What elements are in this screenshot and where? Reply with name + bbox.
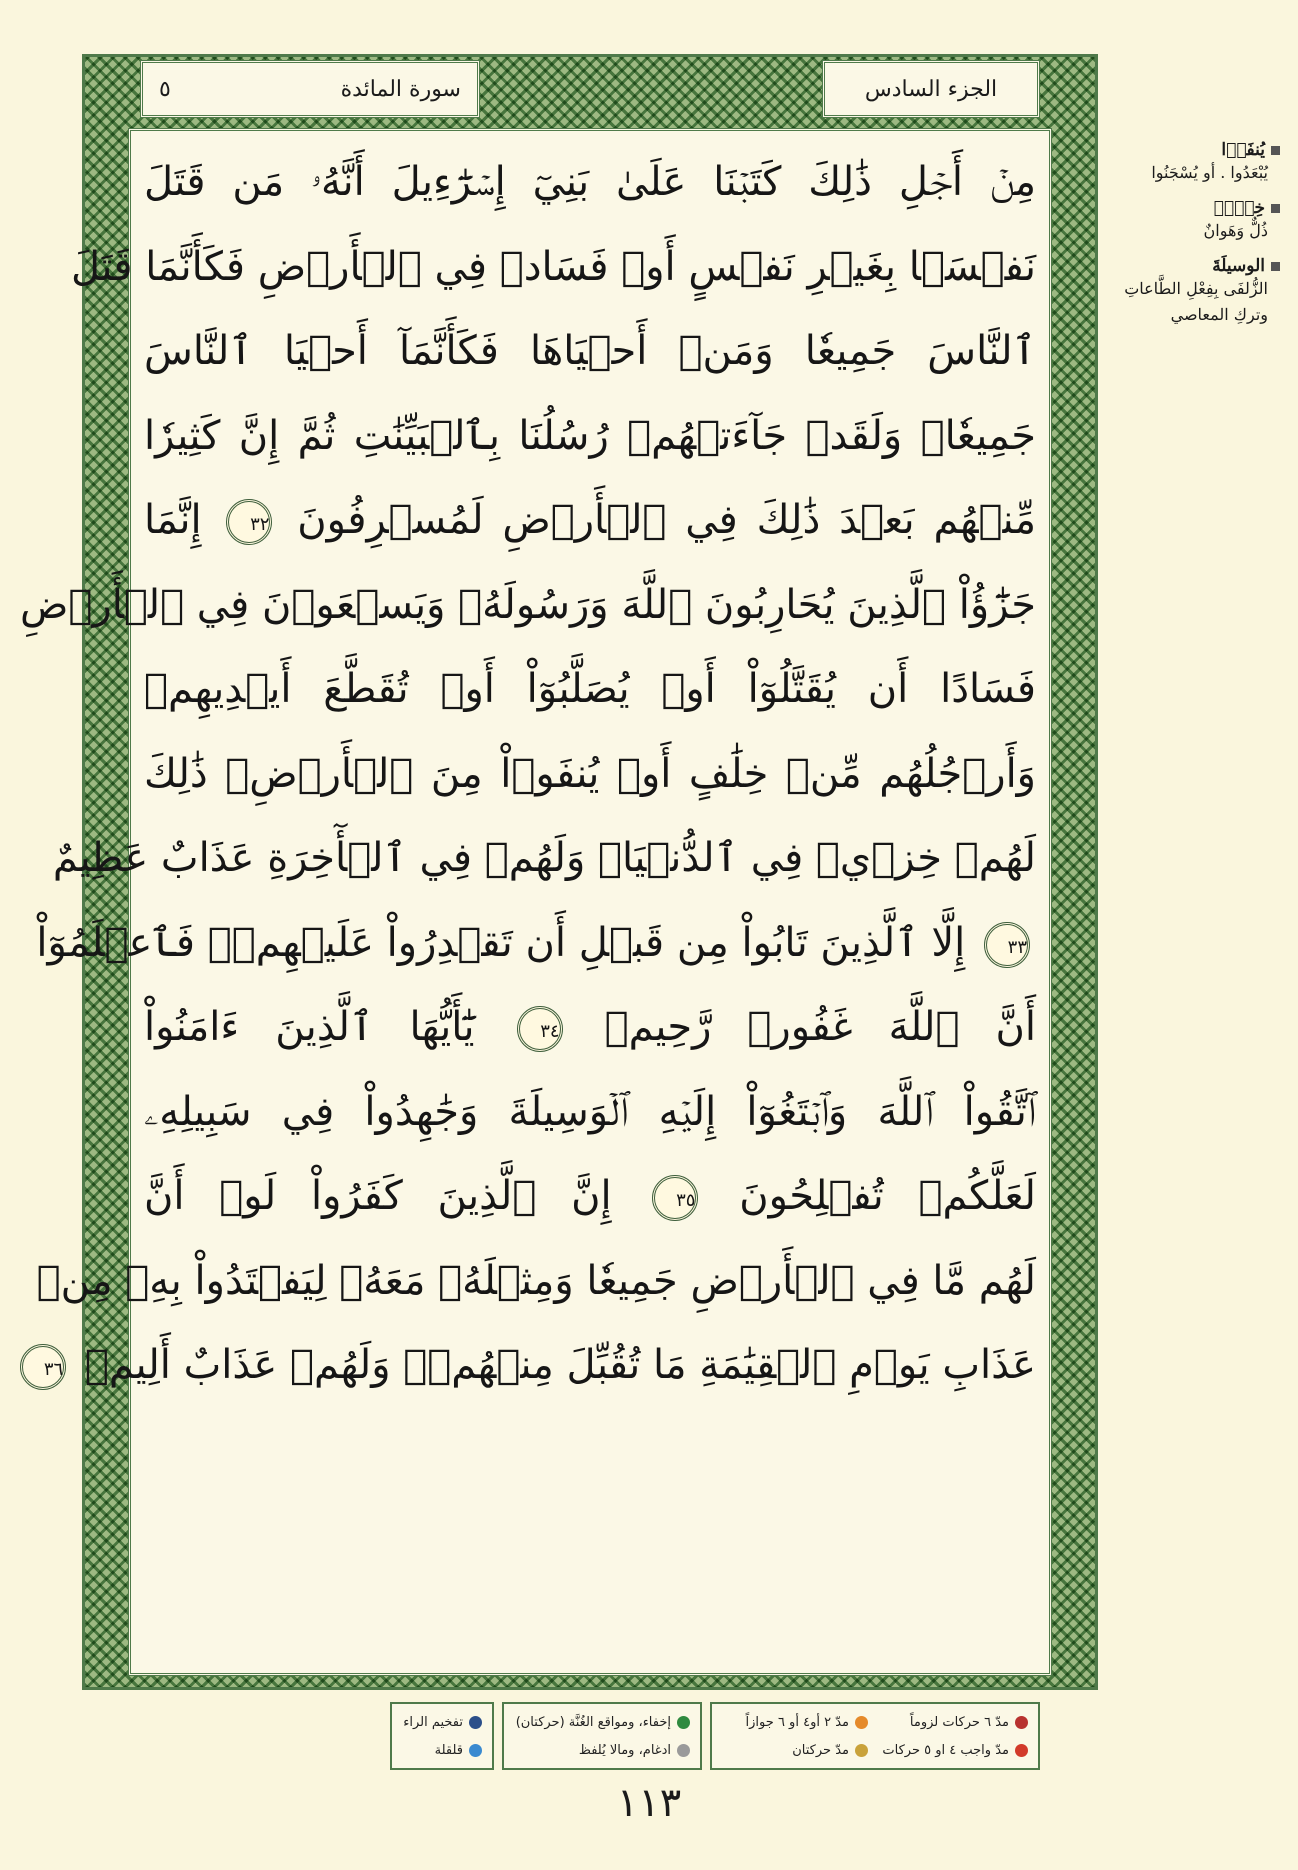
line-text: إِنَّمَا <box>144 497 202 543</box>
line-text: وَأَرۡجُلُهُم مِّنۡ خِلَٰفٍ أَوۡ يُنفَوۡاْ مِنَ ٱلۡأَرۡضِۚ ذَٰلِكَ <box>144 750 1036 797</box>
color-dot-icon <box>855 1744 868 1757</box>
legend-label: قلقلة <box>434 1742 463 1758</box>
text-line <box>43 1323 1040 1408</box>
text-line <box>36 1239 1040 1324</box>
line-text: ٱلنَّاسَ جَمِيعٗا وَمَنۡ أَحۡيَاهَا فَكَأَنَّمَآ أَحۡيَا ٱلنَّاسَ <box>144 328 1036 374</box>
square-bullet-icon <box>1271 262 1280 271</box>
line-text: لَهُمۡ خِزۡيٞ فِي ٱلدُّنۡيَاۖ وَلَهُمۡ فِي ٱلۡأٓخِرَةِ عَذَابٌ عَظِيمٌ <box>52 835 1036 881</box>
legend-item <box>402 1710 482 1734</box>
text-line <box>71 225 1040 310</box>
legend-label: ادغام، ومالا يُلفظ <box>578 1742 671 1758</box>
legend-item <box>882 1738 1028 1762</box>
line-text: مِنۡ أَجۡلِ ذَٰلِكَ كَتَبۡنَا عَلَىٰ بَنِيٓ إِسۡرَٰٓءِيلَ أَنَّهُۥ مَن قَتَلَ <box>144 159 1036 205</box>
text-line <box>140 140 1040 225</box>
text-line <box>140 1154 1040 1239</box>
ayah-marker: ٣٦ <box>20 1344 66 1390</box>
surah-name: سورة المائدة <box>340 76 461 102</box>
note-definition: الزُّلفَى بِفِعْلِ الطَّاعاتِ وتركِ المعاصي <box>1124 279 1268 324</box>
note-definition: ذُلٌّ وَهَوانٌ <box>1203 221 1268 240</box>
line-text: عَذَابِ يَوۡمِ ٱلۡقِيَٰمَةِ مَا تُقُبِّلَ مِنۡهُمۡۖ وَلَهُمۡ عَذَابٌ أَلِيمٞ <box>84 1342 1036 1388</box>
text-line <box>140 309 1040 394</box>
legend-label: مدّ حركتان <box>792 1742 849 1758</box>
line-text: نَفۡسَۢا بِغَيۡرِ نَفۡسٍ أَوۡ فَسَادٖ فِي ٱلۡأَرۡضِ فَكَأَنَّمَا قَتَلَ <box>71 243 1036 290</box>
text-line <box>140 1070 1040 1155</box>
legend-item <box>722 1738 868 1762</box>
text-line <box>140 985 1040 1070</box>
text-line <box>20 563 1040 648</box>
square-bullet-icon <box>1271 204 1280 213</box>
page-number: ١١٣ <box>616 1780 682 1826</box>
line-text: ٱتَّقُواْ ٱللَّهَ وَٱبۡتَغُوٓاْ إِلَيۡهِ ٱلۡوَسِيلَةَ وَجَٰهِدُواْ فِي سَبِيلِهِۦ <box>144 1088 1036 1135</box>
legend-item <box>514 1710 690 1734</box>
surah-number: ٥ <box>159 76 171 102</box>
line-text: إِنَّ ٱلَّذِينَ كَفَرُواْ لَوۡ أَنَّ <box>144 1173 612 1219</box>
legend-label: إخفاء، ومواقع الغُنَّة (حركتان) <box>515 1714 671 1730</box>
text-line <box>36 901 1040 986</box>
note-word: الوسيلَةَ <box>1212 256 1265 276</box>
ayah-marker: ٣٤ <box>517 1006 563 1052</box>
margin-notes <box>1106 140 1280 340</box>
legend-item <box>722 1710 868 1734</box>
note-word: يُنفَوۡا <box>1221 140 1265 160</box>
ayah-marker: ٣٣ <box>984 922 1030 968</box>
note-definition: يُبْعَدُوا . أو يُسْجَنُوا <box>1151 163 1268 182</box>
color-dot-icon <box>1015 1744 1028 1757</box>
line-text: لَهُم مَّا فِي ٱلۡأَرۡضِ جَمِيعٗا وَمِثۡلَهُۥ مَعَهُۥ لِيَفۡتَدُواْ بِهِۦ مِنۡ <box>36 1257 1036 1304</box>
legend-other <box>390 1702 494 1770</box>
legend-madd <box>710 1702 1040 1770</box>
color-dot-icon <box>469 1744 482 1757</box>
margin-note <box>1106 140 1280 186</box>
legend-item <box>514 1738 690 1762</box>
legend-label: مدّ واجب ٤ او ٥ حركات <box>882 1742 1009 1758</box>
quran-text <box>20 140 1040 1408</box>
line-text: إِلَّا ٱلَّذِينَ تَابُواْ مِن قَبۡلِ أَن تَقۡدِرُواْ عَلَيۡهِمۡۖ فَٱعۡلَمُوٓاْ <box>36 919 966 966</box>
line-text: مِّنۡهُم بَعۡدَ ذَٰلِكَ فِي ٱلۡأَرۡضِ لَمُسۡرِفُونَ <box>297 497 1037 543</box>
legend-item <box>402 1738 482 1762</box>
juz-header <box>822 60 1040 118</box>
square-bullet-icon <box>1271 146 1280 155</box>
color-dot-icon <box>1015 1716 1028 1729</box>
ayah-marker: ٣٢ <box>226 499 272 545</box>
line-text: جَزَٰٓؤُاْ ٱلَّذِينَ يُحَارِبُونَ ٱللَّهَ وَرَسُولَهُۥ وَيَسۡعَوۡنَ فِي ٱلۡأَرۡضِ <box>20 581 1036 628</box>
legend-item <box>882 1710 1028 1734</box>
note-word: خِزۡيٞ <box>1213 198 1265 218</box>
line-text: جَمِيعٗاۚ وَلَقَدۡ جَآءَتۡهُمۡ رُسُلُنَا بِٱلۡبَيِّنَٰتِ ثُمَّ إِنَّ كَثِيرٗا <box>144 412 1036 459</box>
juz-name: الجزء السادس <box>864 76 998 102</box>
margin-note <box>1106 198 1280 244</box>
text-line <box>140 647 1040 732</box>
color-dot-icon <box>677 1716 690 1729</box>
color-dot-icon <box>677 1744 690 1757</box>
ayah-marker: ٣٥ <box>652 1175 698 1221</box>
line-text: يَٰٓأَيُّهَا ٱلَّذِينَ ءَامَنُواْ <box>144 1004 475 1050</box>
line-text: فَسَادًا أَن يُقَتَّلُوٓاْ أَوۡ يُصَلَّبُوٓاْ أَوۡ تُقَطَّعَ أَيۡدِيهِمۡ <box>144 666 1036 712</box>
legend-ghunna <box>502 1702 702 1770</box>
legend-label: مدّ ٦ حركات لزوماً <box>909 1714 1009 1730</box>
legend-label: مدّ ٢ أو٤ أو ٦ جوازاً <box>745 1714 849 1730</box>
text-line <box>52 816 1040 901</box>
line-text: لَعَلَّكُمۡ تُفۡلِحُونَ <box>739 1173 1036 1219</box>
tajweed-legend <box>214 1702 1040 1770</box>
text-line <box>140 478 1040 563</box>
line-text: أَنَّ ٱللَّهَ غَفُورٞ رَّحِيمٞ <box>604 1004 1037 1050</box>
color-dot-icon <box>469 1716 482 1729</box>
legend-label: تفخيم الراء <box>403 1714 463 1730</box>
surah-header <box>140 60 480 118</box>
margin-note <box>1106 256 1280 328</box>
text-line <box>140 394 1040 479</box>
text-line <box>140 732 1040 817</box>
color-dot-icon <box>855 1716 868 1729</box>
